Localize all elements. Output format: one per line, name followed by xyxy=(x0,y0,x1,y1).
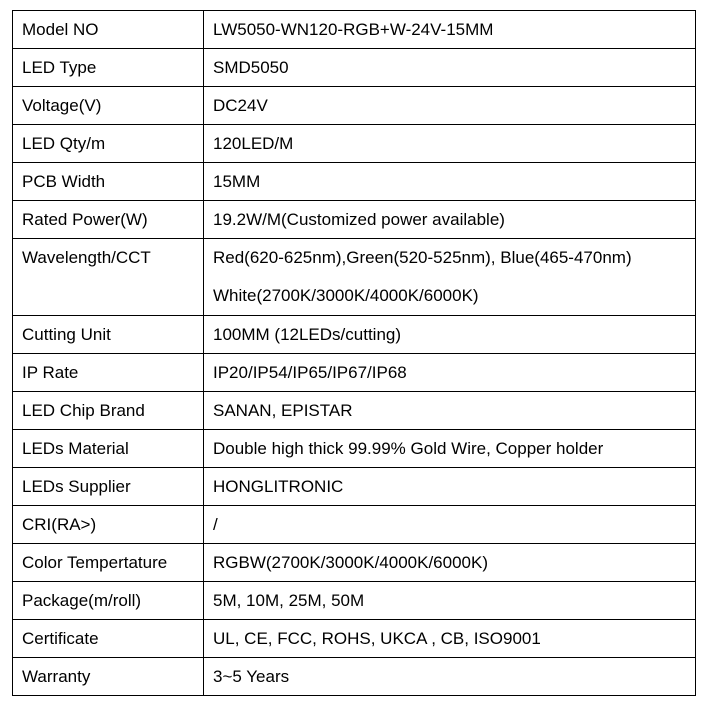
spec-label: LED Type xyxy=(13,49,204,87)
spec-value: HONGLITRONIC xyxy=(204,468,696,506)
spec-label: IP Rate xyxy=(13,354,204,392)
spec-label: LEDs Supplier xyxy=(13,468,204,506)
spec-value: / xyxy=(204,506,696,544)
table-row xyxy=(13,316,696,354)
table-row xyxy=(13,658,696,696)
spec-value: IP20/IP54/IP65/IP67/IP68 xyxy=(204,354,696,392)
spec-value: 19.2W/M(Customized power available) xyxy=(204,201,696,239)
spec-label: Model NO xyxy=(13,11,204,49)
spec-value: DC24V xyxy=(204,87,696,125)
table-row xyxy=(13,544,696,582)
spec-label: Cutting Unit xyxy=(13,316,204,354)
spec-value: SANAN, EPISTAR xyxy=(204,392,696,430)
table-row xyxy=(13,506,696,544)
table-row xyxy=(13,354,696,392)
table-row xyxy=(13,392,696,430)
spec-value: 120LED/M xyxy=(204,125,696,163)
spec-value-line: White(2700K/3000K/4000K/6000K) xyxy=(213,286,479,305)
spec-value xyxy=(204,239,696,316)
spec-value: Double high thick 99.99% Gold Wire, Copper holder xyxy=(204,430,696,468)
table-row xyxy=(13,468,696,506)
table-row xyxy=(13,49,696,87)
spec-label: Package(m/roll) xyxy=(13,582,204,620)
spec-label: LED Qty/m xyxy=(13,125,204,163)
table-row xyxy=(13,620,696,658)
spec-value: UL, CE, FCC, ROHS, UKCA , CB, ISO9001 xyxy=(204,620,696,658)
spec-value: RGBW(2700K/3000K/4000K/6000K) xyxy=(204,544,696,582)
spec-value: 5M, 10M, 25M, 50M xyxy=(204,582,696,620)
table-row xyxy=(13,582,696,620)
table-row xyxy=(13,430,696,468)
table-row xyxy=(13,201,696,239)
spec-label: PCB Width xyxy=(13,163,204,201)
spec-label: CRI(RA>) xyxy=(13,506,204,544)
spec-value: 3~5 Years xyxy=(204,658,696,696)
table-row xyxy=(13,11,696,49)
spec-value: 15MM xyxy=(204,163,696,201)
spec-value: 100MM (12LEDs/cutting) xyxy=(204,316,696,354)
spec-label: LED Chip Brand xyxy=(13,392,204,430)
spec-label: Rated Power(W) xyxy=(13,201,204,239)
spec-value-line: Red(620-625nm),Green(520-525nm), Blue(465-470nm) xyxy=(213,248,632,267)
spec-value: SMD5050 xyxy=(204,49,696,87)
spec-value: LW5050-WN120-RGB+W-24V-15MM xyxy=(204,11,696,49)
table-row xyxy=(13,125,696,163)
table-row xyxy=(13,163,696,201)
spec-label: LEDs Material xyxy=(13,430,204,468)
table-row xyxy=(13,239,696,316)
table-row xyxy=(13,87,696,125)
spec-table xyxy=(12,10,696,696)
spec-label: Wavelength/CCT xyxy=(13,239,204,316)
spec-label: Voltage(V) xyxy=(13,87,204,125)
spec-label: Color Tempertature xyxy=(13,544,204,582)
spec-label: Certificate xyxy=(13,620,204,658)
spec-label: Warranty xyxy=(13,658,204,696)
